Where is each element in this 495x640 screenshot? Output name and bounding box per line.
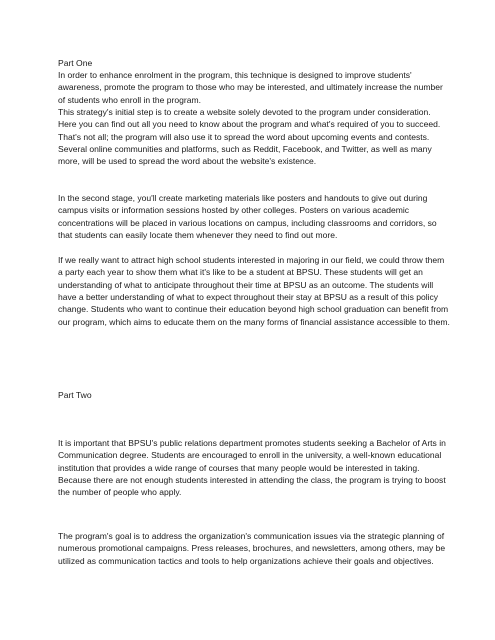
part-one-paragraph-1: In order to enhance enrolment in the program, this technique is designed to improve students' awareness, promote the program to those who may be interested, and ultimately increase the number of students who enroll in the program. — [58, 70, 443, 105]
part-two-paragraph-1: It is important that BPSU's public relations department promotes students seeking a Bachelor of Arts in Communication degree. Students are encouraged to enroll in the university, a well-known educational institution that provides a wide range of courses that many people would be interested in taking. Because there are not enough students interested in attending the class, the program is trying to boost the number of people who apply. — [58, 438, 446, 498]
part-one-paragraph-3: In the second stage, you'll create marketing materials like posters and handouts to give out during campus visits or information sessions hosted by other colleges. Posters on various academic concentrations will be placed in various locations on campus, including classrooms and corridors, so that students can easily locate them whenever they need to find out more. — [58, 193, 437, 241]
part-one-heading: Part One — [58, 58, 93, 68]
part-two-heading: Part Two — [58, 390, 92, 400]
part-two-paragraph-2: The program's goal is to address the organization's communication issues via the strategic planning of numerous promotional campaigns. Press releases, brochures, and newsletters, among others, may be utilized as communication tactics and tools to help organizations achieve their goals and objectives. — [58, 531, 446, 566]
part-one-paragraph-2: This strategy's initial step is to create a website solely devoted to the program under consideration. Here you can find out all you need to know about the program and what's required of you to succeed. That's not all; the program will also use it to spread the word about upcoming events and contests. Several online communities and platforms, such as Reddit, Facebook, and Twitter, as well as many more, will be used to spread the word about the website's existence. — [58, 107, 441, 167]
part-one-paragraph-4: If we really want to attract high school students interested in majoring in our field, we could throw them a party each year to show them what it's like to be a student at BPSU. These students will get an understanding of what to anticipate throughout their time at BPSU as an outcome. The students will have a better understanding of what to expect throughout their stay at BPSU as a result of this policy change. Students who want to continue their education beyond high school graduation can benefit from our program, which aims to educate them on the many forms of financial assistance accessible to them. — [58, 255, 450, 327]
